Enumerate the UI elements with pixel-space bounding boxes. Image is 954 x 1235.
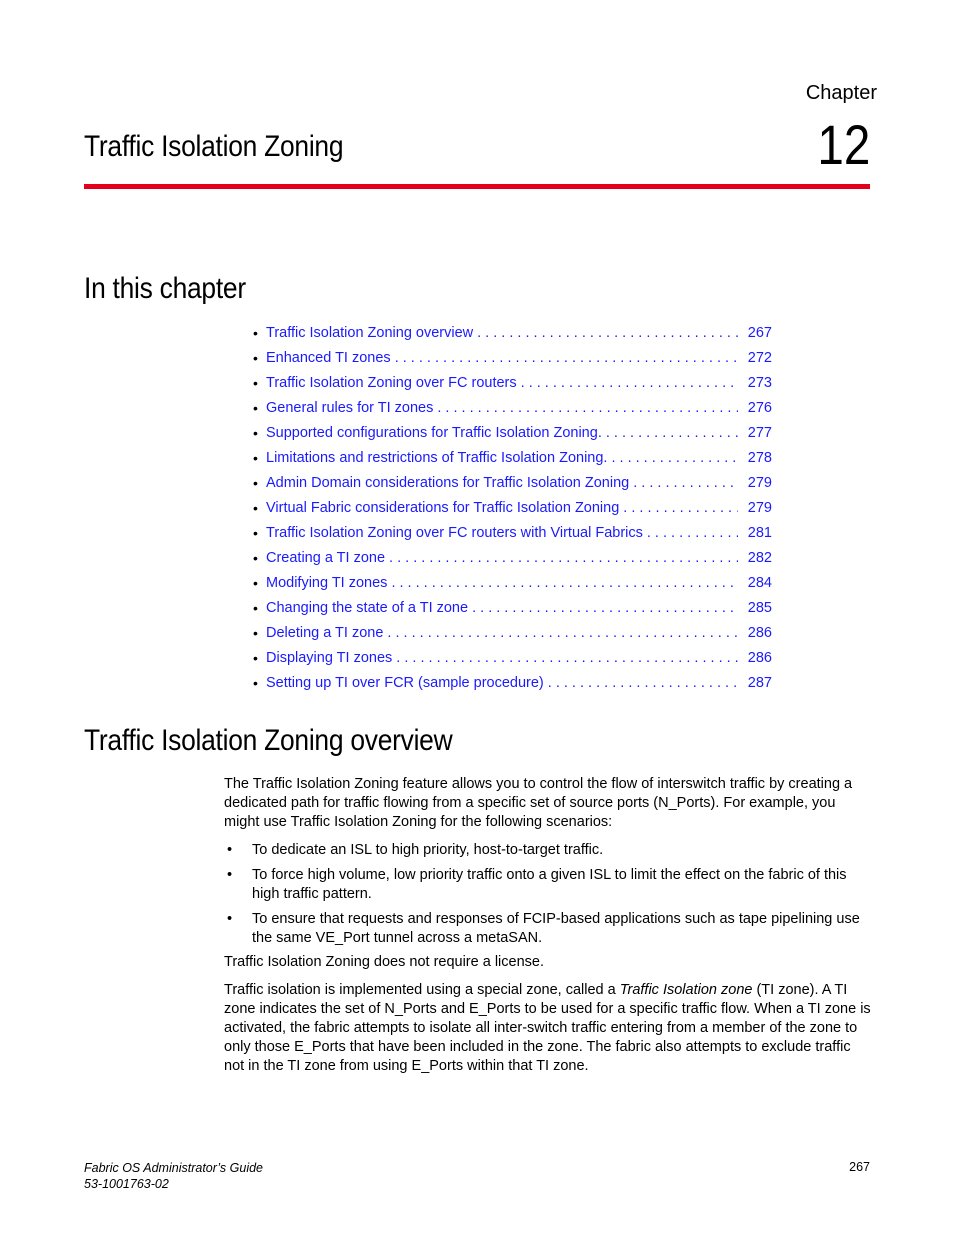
toc-link[interactable]: Setting up TI over FCR (sample procedure) xyxy=(266,674,544,691)
toc-link[interactable]: Virtual Fabric considerations for Traffic Isolation Zoning xyxy=(266,499,620,516)
scenario-list xyxy=(224,841,872,954)
toc-page[interactable]: 276 xyxy=(747,399,772,416)
toc-item[interactable] xyxy=(253,470,772,495)
scenario-text: To dedicate an ISL to high priority, host-to-target traffic. xyxy=(252,842,604,858)
in-this-chapter-heading: In this chapter xyxy=(84,272,246,305)
toc-page[interactable]: 286 xyxy=(747,624,772,641)
toc-item[interactable] xyxy=(253,495,772,520)
toc-link[interactable]: Creating a TI zone xyxy=(266,549,386,566)
bullet: • xyxy=(227,842,233,858)
bullet: • xyxy=(253,599,258,616)
toc-item[interactable] xyxy=(253,395,772,420)
toc-leader xyxy=(647,525,738,541)
toc-page[interactable]: 286 xyxy=(747,649,772,666)
toc-page[interactable]: 281 xyxy=(747,524,772,541)
bullet: • xyxy=(253,649,258,666)
footer-left xyxy=(84,1160,263,1192)
toc-item[interactable] xyxy=(253,345,772,370)
toc-link[interactable]: Admin Domain considerations for Traffic Isolation Zoning xyxy=(266,474,630,491)
bullet: • xyxy=(253,424,258,441)
definition-paragraph xyxy=(224,981,872,1076)
bullet: • xyxy=(253,499,258,516)
toc-link[interactable]: Supported configurations for Traffic Isolation Zoning. xyxy=(266,424,602,441)
toc-link[interactable]: Changing the state of a TI zone xyxy=(266,599,469,616)
toc-page[interactable]: 278 xyxy=(747,449,772,466)
chapter-number: 12 xyxy=(817,113,870,176)
bullet: • xyxy=(227,867,233,883)
toc-link[interactable]: General rules for TI zones xyxy=(266,399,434,416)
toc-link[interactable]: Traffic Isolation Zoning over FC routers with Virtual Fabrics xyxy=(266,524,643,541)
toc-link[interactable]: Modifying TI zones xyxy=(266,574,388,591)
toc-link[interactable]: Traffic Isolation Zoning overview xyxy=(266,324,474,341)
bullet: • xyxy=(253,474,258,491)
bullet: • xyxy=(253,574,258,591)
defined-term: Traffic Isolation zone xyxy=(619,982,753,998)
toc-item[interactable] xyxy=(253,620,772,645)
list-item xyxy=(224,910,872,948)
toc-leader xyxy=(521,375,738,391)
toc-item[interactable] xyxy=(253,545,772,570)
toc-page[interactable]: 273 xyxy=(747,374,772,391)
bullet: • xyxy=(253,624,258,641)
definition-text-end: (TI zone). A TI zone indicates the set of N_Ports and E_Ports to be used for a specific traffic flow. When a TI zone is activated, the fabric attempts to isolate all inter-switch traffic entering from a member of the zone to only those E_Ports that have been included in the zone. The fabric also attempts to exclude traffic not in the TI zone from using E_Ports within that TI zone. xyxy=(224,982,871,1074)
toc-page[interactable]: 267 xyxy=(747,324,772,341)
chapter-title: Traffic Isolation Zoning xyxy=(84,130,344,163)
toc-item[interactable] xyxy=(253,595,772,620)
toc-leader xyxy=(633,475,738,491)
scenario-text: To force high volume, low priority traffic onto a given ISL to limit the effect on the fabric of this high traffic pattern. xyxy=(252,867,847,902)
toc-leader xyxy=(389,550,738,566)
toc-item[interactable] xyxy=(253,670,772,695)
definition-text-start: Traffic isolation is implemented using a special zone, called a xyxy=(224,982,620,998)
toc-leader xyxy=(611,450,738,466)
toc-leader xyxy=(606,425,738,441)
scenario-text: To ensure that requests and responses of FCIP-based applications such as tape pipelining use the same VE_Port tunnel across a metaSAN. xyxy=(252,911,860,946)
toc-item[interactable] xyxy=(253,320,772,345)
bullet: • xyxy=(253,524,258,541)
toc-item[interactable] xyxy=(253,420,772,445)
toc-item[interactable] xyxy=(253,570,772,595)
chapter-rule xyxy=(84,184,870,189)
ti-zone-definition xyxy=(224,981,872,1076)
bullet: • xyxy=(253,374,258,391)
toc-page[interactable]: 277 xyxy=(747,424,772,441)
toc-item[interactable] xyxy=(253,445,772,470)
toc-page[interactable]: 284 xyxy=(747,574,772,591)
bullet: • xyxy=(253,349,258,366)
toc-leader xyxy=(391,575,738,591)
doc-number: 53-1001763-02 xyxy=(84,1177,169,1191)
bullet: • xyxy=(253,324,258,341)
toc-page[interactable]: 279 xyxy=(747,499,772,516)
toc-link[interactable]: Enhanced TI zones xyxy=(266,349,391,366)
toc-page[interactable]: 272 xyxy=(747,349,772,366)
chapter-toc xyxy=(253,320,772,695)
toc-leader xyxy=(477,325,738,341)
list-item xyxy=(224,841,872,860)
overview-intro xyxy=(224,775,872,832)
license-paragraph: Traffic Isolation Zoning does not require a license. xyxy=(224,954,544,970)
bullet: • xyxy=(253,399,258,416)
toc-leader xyxy=(472,600,738,616)
page-number: 267 xyxy=(849,1160,870,1174)
toc-leader xyxy=(387,625,738,641)
toc-leader xyxy=(396,650,738,666)
toc-item[interactable] xyxy=(253,520,772,545)
bullet: • xyxy=(253,449,258,466)
toc-link[interactable]: Deleting a TI zone xyxy=(266,624,384,641)
bullet: • xyxy=(253,674,258,691)
license-note xyxy=(224,953,872,972)
toc-page[interactable]: 287 xyxy=(747,674,772,691)
guide-title: Fabric OS Administrator’s Guide xyxy=(84,1161,263,1175)
chapter-label: Chapter xyxy=(805,82,877,104)
intro-paragraph: The Traffic Isolation Zoning feature allows you to control the flow of interswitch traffic by creating a dedicated path for traffic flowing from a specific set of source ports (N_Ports). For example, you might use Traffic Isolation Zoning for the following scenarios: xyxy=(224,776,853,830)
toc-link[interactable]: Limitations and restrictions of Traffic Isolation Zoning. xyxy=(266,449,608,466)
bullet: • xyxy=(253,549,258,566)
list-item xyxy=(224,866,872,904)
toc-item[interactable] xyxy=(253,645,772,670)
toc-leader xyxy=(623,500,738,516)
bullet: • xyxy=(227,911,233,927)
toc-item[interactable] xyxy=(253,370,772,395)
toc-link[interactable]: Traffic Isolation Zoning over FC routers xyxy=(266,374,517,391)
toc-page[interactable]: 279 xyxy=(747,474,772,491)
toc-leader xyxy=(395,350,738,366)
toc-link[interactable]: Displaying TI zones xyxy=(266,649,393,666)
toc-page[interactable]: 282 xyxy=(747,549,772,566)
toc-leader xyxy=(548,675,738,691)
toc-page[interactable]: 285 xyxy=(747,599,772,616)
overview-heading: Traffic Isolation Zoning overview xyxy=(84,724,453,757)
toc-leader xyxy=(437,400,738,416)
